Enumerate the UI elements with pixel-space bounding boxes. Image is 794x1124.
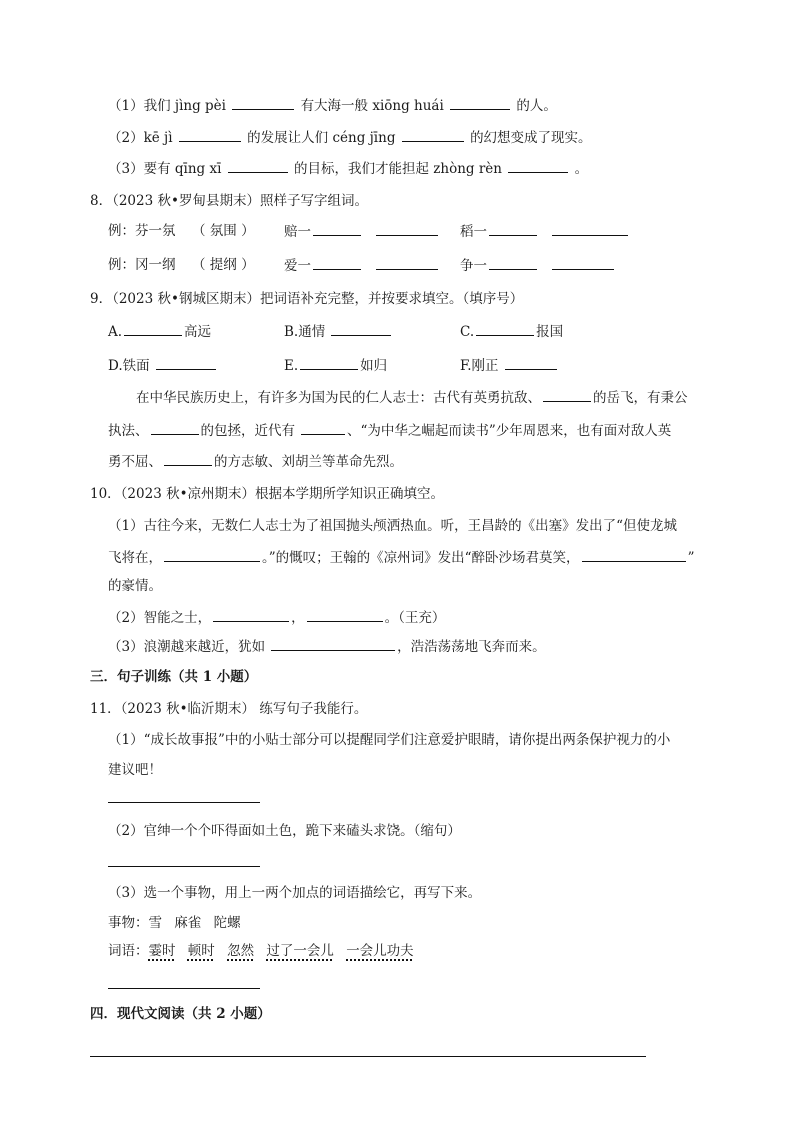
q7-3-a: （3）要有 qīng xī: [108, 161, 222, 177]
q8-heading: 8．（2023 秋•罗甸县期末）照样子写字组词。: [90, 193, 368, 209]
word-option: 一会儿功夫: [346, 943, 414, 959]
answer-blank[interactable]: [124, 322, 182, 336]
q9-passage-line-2: [108, 421, 671, 440]
q7-2-c: 的幻想变成了现实。: [470, 130, 592, 146]
q7-1-a: （1）我们 jìng pèi: [108, 98, 226, 114]
q8-row2-char1: [284, 256, 363, 275]
answer-blank[interactable]: [307, 608, 383, 622]
q9-option-b: [284, 322, 393, 341]
q7-item-3: [108, 159, 588, 178]
q9-option-c-letter: C.: [460, 324, 475, 340]
q11-item-1-line-1: （1）“成长故事报”中的小贴士部分可以提醒同学们注意爱护眼睛，请你提出两条保护视力的小: [108, 732, 671, 748]
answer-blank[interactable]: [582, 548, 686, 562]
q8-row1-example: 例：芬一氛: [108, 223, 176, 239]
answer-blank[interactable]: [489, 222, 537, 236]
word-option: 忽然: [227, 943, 255, 959]
q9-passage-text: 、“为中华之崛起而读书”少年周恩来，也有面对敌人英: [347, 423, 672, 439]
things-label: 事物：: [108, 915, 149, 931]
q9-passage-text: 的包拯，近代有: [200, 423, 295, 439]
q10-text: ，浩浩荡荡地飞奔而来。: [397, 639, 546, 655]
q8-row1-char1-label: 赔一: [284, 224, 311, 240]
q9-passage-text: 勇不屈、: [108, 454, 162, 470]
q7-1-b: 有大海一般 xiōng huái: [300, 98, 444, 114]
q10-text: 。（王充）: [384, 610, 446, 626]
q7-1-c: 的人。: [516, 98, 557, 114]
q8-row2-char2: [460, 256, 539, 275]
answer-blank[interactable]: [552, 256, 614, 270]
q9-passage-text: 的方志敏、刘胡兰等革命先烈。: [214, 454, 403, 470]
q9-passage-text: 执法、: [108, 423, 149, 439]
q8-row1-char1: [284, 222, 363, 241]
q10-text: （3）浪潮越来越近，犹如: [108, 639, 266, 655]
answer-blank[interactable]: [164, 548, 260, 562]
q9-passage-text: 的岳飞，有秉公: [593, 390, 688, 406]
q10-text: ，: [291, 610, 305, 626]
q10-item-3: [108, 637, 546, 656]
q11-heading: 11．（2023 秋•临沂期末） 练写句子我能行。: [90, 701, 368, 717]
q11-item-3: （3）选一个事物，用上一两个加点的词语描绘它，再写下来。: [108, 885, 482, 901]
q8-row1-char2: [460, 222, 539, 241]
q7-3-b: 的目标，我们才能担起 zhòng rèn: [294, 161, 502, 177]
word-option: 过了一会儿: [266, 943, 334, 959]
answer-blank[interactable]: [156, 356, 216, 370]
q7-3-c: 。: [574, 161, 589, 177]
answer-blank[interactable]: [313, 222, 361, 236]
q7-item-1: [108, 96, 557, 115]
section-3-heading: 三．句子训练（共 1 小题）: [90, 669, 258, 685]
q8-row2-char1-label: 爱一: [284, 258, 311, 274]
q9-option-a-word: 高远: [184, 324, 212, 340]
answer-blank[interactable]: [476, 322, 534, 336]
word-option: 顿时: [187, 943, 215, 959]
section-4-heading: 四．现代文阅读（共 2 小题）: [90, 1006, 271, 1022]
q9-option-d: [108, 356, 218, 375]
answer-line[interactable]: [108, 866, 260, 867]
q10-heading: 10．（2023 秋•凉州期末）根据本学期所学知识正确填空。: [90, 486, 445, 502]
q9-option-b-word: B.通情: [284, 324, 326, 340]
q11-things: [108, 914, 241, 932]
q10-item-2: [108, 608, 445, 627]
q9-option-d-word: D.铁面: [108, 358, 150, 374]
q11-item-2: （2）官绅一个个吓得面如土色，跪下来磕头求饶。（缩句）: [108, 823, 461, 839]
answer-blank[interactable]: [376, 222, 438, 236]
q10-text: 。”的慨叹；王翰的《凉州词》发出“醉卧沙场君莫笑，: [262, 550, 580, 566]
q9-option-e-word: 如归: [360, 358, 388, 374]
word-option: 霎时: [148, 943, 176, 959]
q10-text: （2）智能之士，: [108, 610, 212, 626]
divider: [90, 1056, 646, 1057]
q7-2-b: 的发展让人们 céng jīng: [247, 130, 396, 146]
q11-words: [108, 942, 414, 960]
thing-option: 雪: [148, 915, 162, 931]
q9-option-a-letter: A.: [108, 324, 123, 340]
q8-row1-char2-label: 稻一: [460, 224, 487, 240]
q9-option-c: [460, 322, 563, 341]
answer-blank[interactable]: [232, 96, 294, 110]
q9-option-e: [284, 356, 387, 375]
answer-blank[interactable]: [505, 356, 557, 370]
q9-passage-text: 在中华民族历史上，有许多为国为民的仁人志士：古代有英勇抗敌、: [136, 390, 541, 406]
q7-2-a: （2）kē jì: [108, 130, 173, 146]
answer-blank[interactable]: [450, 96, 510, 110]
answer-blank[interactable]: [376, 256, 438, 270]
answer-line[interactable]: [108, 988, 260, 989]
answer-blank[interactable]: [402, 128, 464, 142]
q8-row2-example: 例：冈一纲: [108, 257, 176, 273]
q9-option-e-letter: E.: [284, 358, 299, 374]
answer-blank[interactable]: [508, 159, 568, 173]
q10-text: 飞将在，: [108, 550, 162, 566]
q8-row1-example-word: （ 氛围 ）: [192, 223, 255, 239]
answer-blank[interactable]: [313, 256, 361, 270]
words-label: 词语：: [108, 943, 149, 959]
q9-option-a: [108, 322, 211, 341]
q9-option-c-word: 报国: [536, 324, 564, 340]
q11-item-1-line-2: 建议吧！: [108, 762, 162, 778]
answer-blank[interactable]: [271, 637, 395, 651]
q8-row2-char2-label: 争一: [460, 258, 487, 274]
q9-option-f-word: F.刚正: [460, 358, 499, 374]
answer-blank[interactable]: [331, 322, 391, 336]
answer-blank[interactable]: [489, 256, 537, 270]
q9-passage-line-3: [108, 452, 403, 471]
q9-passage-line-1: [136, 388, 688, 407]
answer-blank[interactable]: [179, 128, 241, 142]
answer-blank[interactable]: [151, 421, 199, 435]
answer-blank[interactable]: [301, 421, 345, 435]
answer-blank[interactable]: [228, 159, 288, 173]
q10-item-1-line-3: 的豪情。: [108, 578, 162, 594]
answer-line[interactable]: [108, 802, 260, 803]
answer-blank[interactable]: [164, 452, 212, 466]
answer-blank[interactable]: [552, 222, 628, 236]
answer-blank[interactable]: [300, 356, 358, 370]
answer-blank[interactable]: [543, 388, 591, 402]
thing-option: 麻雀: [174, 915, 202, 931]
q7-item-2: [108, 128, 592, 147]
q9-heading: 9．（2023 秋•钢城区期末）把词语补充完整，并按要求填空。（填序号）: [90, 291, 524, 307]
thing-option: 陀螺: [213, 915, 241, 931]
answer-blank[interactable]: [213, 608, 289, 622]
q10-item-1-line-1: （1）古往今来，无数仁人志士为了祖国抛头颅洒热血。听，王昌龄的《出塞》发出了“但使龙城: [108, 518, 677, 534]
q9-option-f: [460, 356, 559, 375]
q10-item-1-line-2: [108, 548, 694, 567]
q10-text: ”: [687, 550, 695, 566]
q8-row2-example-word: （ 提纲 ）: [192, 257, 255, 273]
